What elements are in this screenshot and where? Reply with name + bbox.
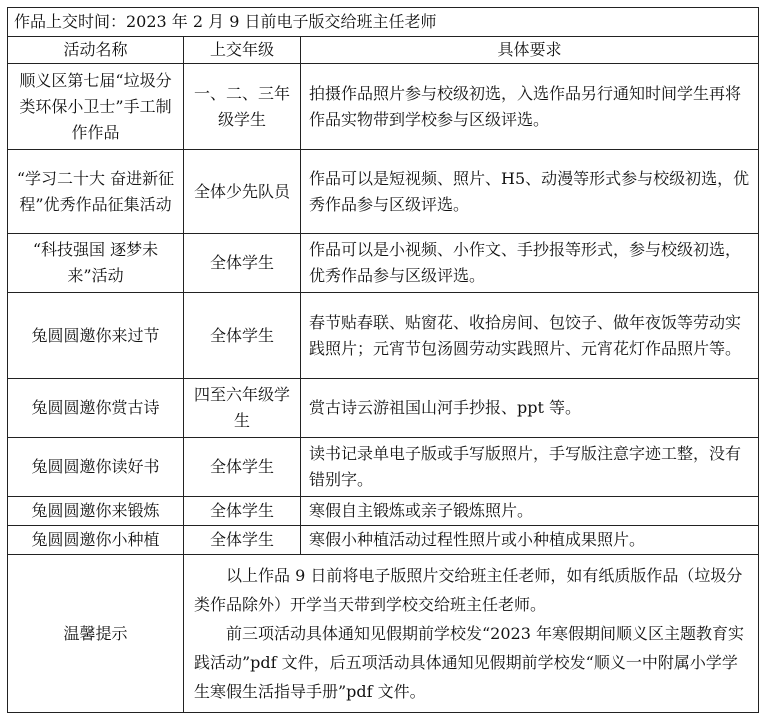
- grade-cell: 全体学生: [184, 438, 301, 497]
- activity-name-cell: 兔圆圆邀你赏古诗: [8, 379, 184, 438]
- table-row: [8, 526, 759, 555]
- grade-cell: 四至六年级学生: [184, 379, 301, 438]
- table-row: [8, 438, 759, 497]
- activity-name-cell: 兔圆圆邀你来过节: [8, 293, 184, 379]
- grade-cell: 一、二、三年级学生: [184, 64, 301, 150]
- requirements-cell: 寒假自主锻炼或亲子锻炼照片。: [301, 497, 759, 526]
- header-requirements: 具体要求: [301, 37, 759, 64]
- table-row: [8, 150, 759, 234]
- tips-paragraph: 前三项活动具体通知见假期前学校发“2023 年寒假期间顺义区主题教育实践活动”pdf 文件，后五项活动具体通知见假期前学校发“顺义一中附属小学学生寒假生活指导手册”pdf 文件。: [194, 624, 744, 701]
- table-row: [8, 64, 759, 150]
- activity-name-cell: 顺义区第七届“垃圾分类环保小卫士”手工制作作品: [8, 64, 184, 150]
- activity-name-cell: 兔圆圆邀你读好书: [8, 438, 184, 497]
- requirements-cell: 赏古诗云游祖国山河手抄报、ppt 等。: [301, 379, 759, 438]
- activity-name-cell: 兔圆圆邀你小种植: [8, 526, 184, 555]
- tips-paragraph: 以上作品 9 日前将电子版照片交给班主任老师，如有纸质版作品（垃圾分类作品除外）开学当天带到学校交给班主任老师。: [194, 566, 743, 614]
- table-row: [8, 234, 759, 293]
- grade-cell: 全体学生: [184, 526, 301, 555]
- grade-cell: 全体学生: [184, 497, 301, 526]
- submission-deadline-title: 作品上交时间：2023 年 2 月 9 日前电子版交给班主任老师: [8, 8, 759, 37]
- tips-body: [184, 555, 759, 713]
- requirements-cell: 拍摄作品照片参与校级初选，入选作品另行通知时间学生再将作品实物带到学校参与区级评选。: [301, 64, 759, 150]
- table-row: [8, 379, 759, 438]
- activity-name-cell: 兔圆圆邀你来锻炼: [8, 497, 184, 526]
- header-activity-name: 活动名称: [8, 37, 184, 64]
- grade-cell: 全体学生: [184, 293, 301, 379]
- table-header-row: [8, 37, 759, 64]
- activity-table: [7, 7, 759, 713]
- grade-cell: 全体少先队员: [184, 150, 301, 234]
- requirements-cell: 作品可以是短视频、照片、H5、动漫等形式参与校级初选，优秀作品参与区级评选。: [301, 150, 759, 234]
- requirements-cell: 寒假小种植活动过程性照片或小种植成果照片。: [301, 526, 759, 555]
- header-grade: 上交年级: [184, 37, 301, 64]
- table-row: [8, 497, 759, 526]
- requirements-cell: 读书记录单电子版或手写版照片，手写版注意字迹工整，没有错别字。: [301, 438, 759, 497]
- activity-name-cell: “学习二十大 奋进新征程”优秀作品征集活动: [8, 150, 184, 234]
- activity-name-cell: “科技强国 逐梦未来”活动: [8, 234, 184, 293]
- grade-cell: 全体学生: [184, 234, 301, 293]
- tips-label: 温馨提示: [8, 555, 184, 713]
- table-row: [8, 293, 759, 379]
- requirements-cell: 作品可以是小视频、小作文、手抄报等形式，参与校级初选，优秀作品参与区级评选。: [301, 234, 759, 293]
- requirements-cell: 春节贴春联、贴窗花、收拾房间、包饺子、做年夜饭等劳动实践照片；元宵节包汤圆劳动实践照片、元宵花灯作品照片等。: [301, 293, 759, 379]
- tips-row: [8, 555, 759, 713]
